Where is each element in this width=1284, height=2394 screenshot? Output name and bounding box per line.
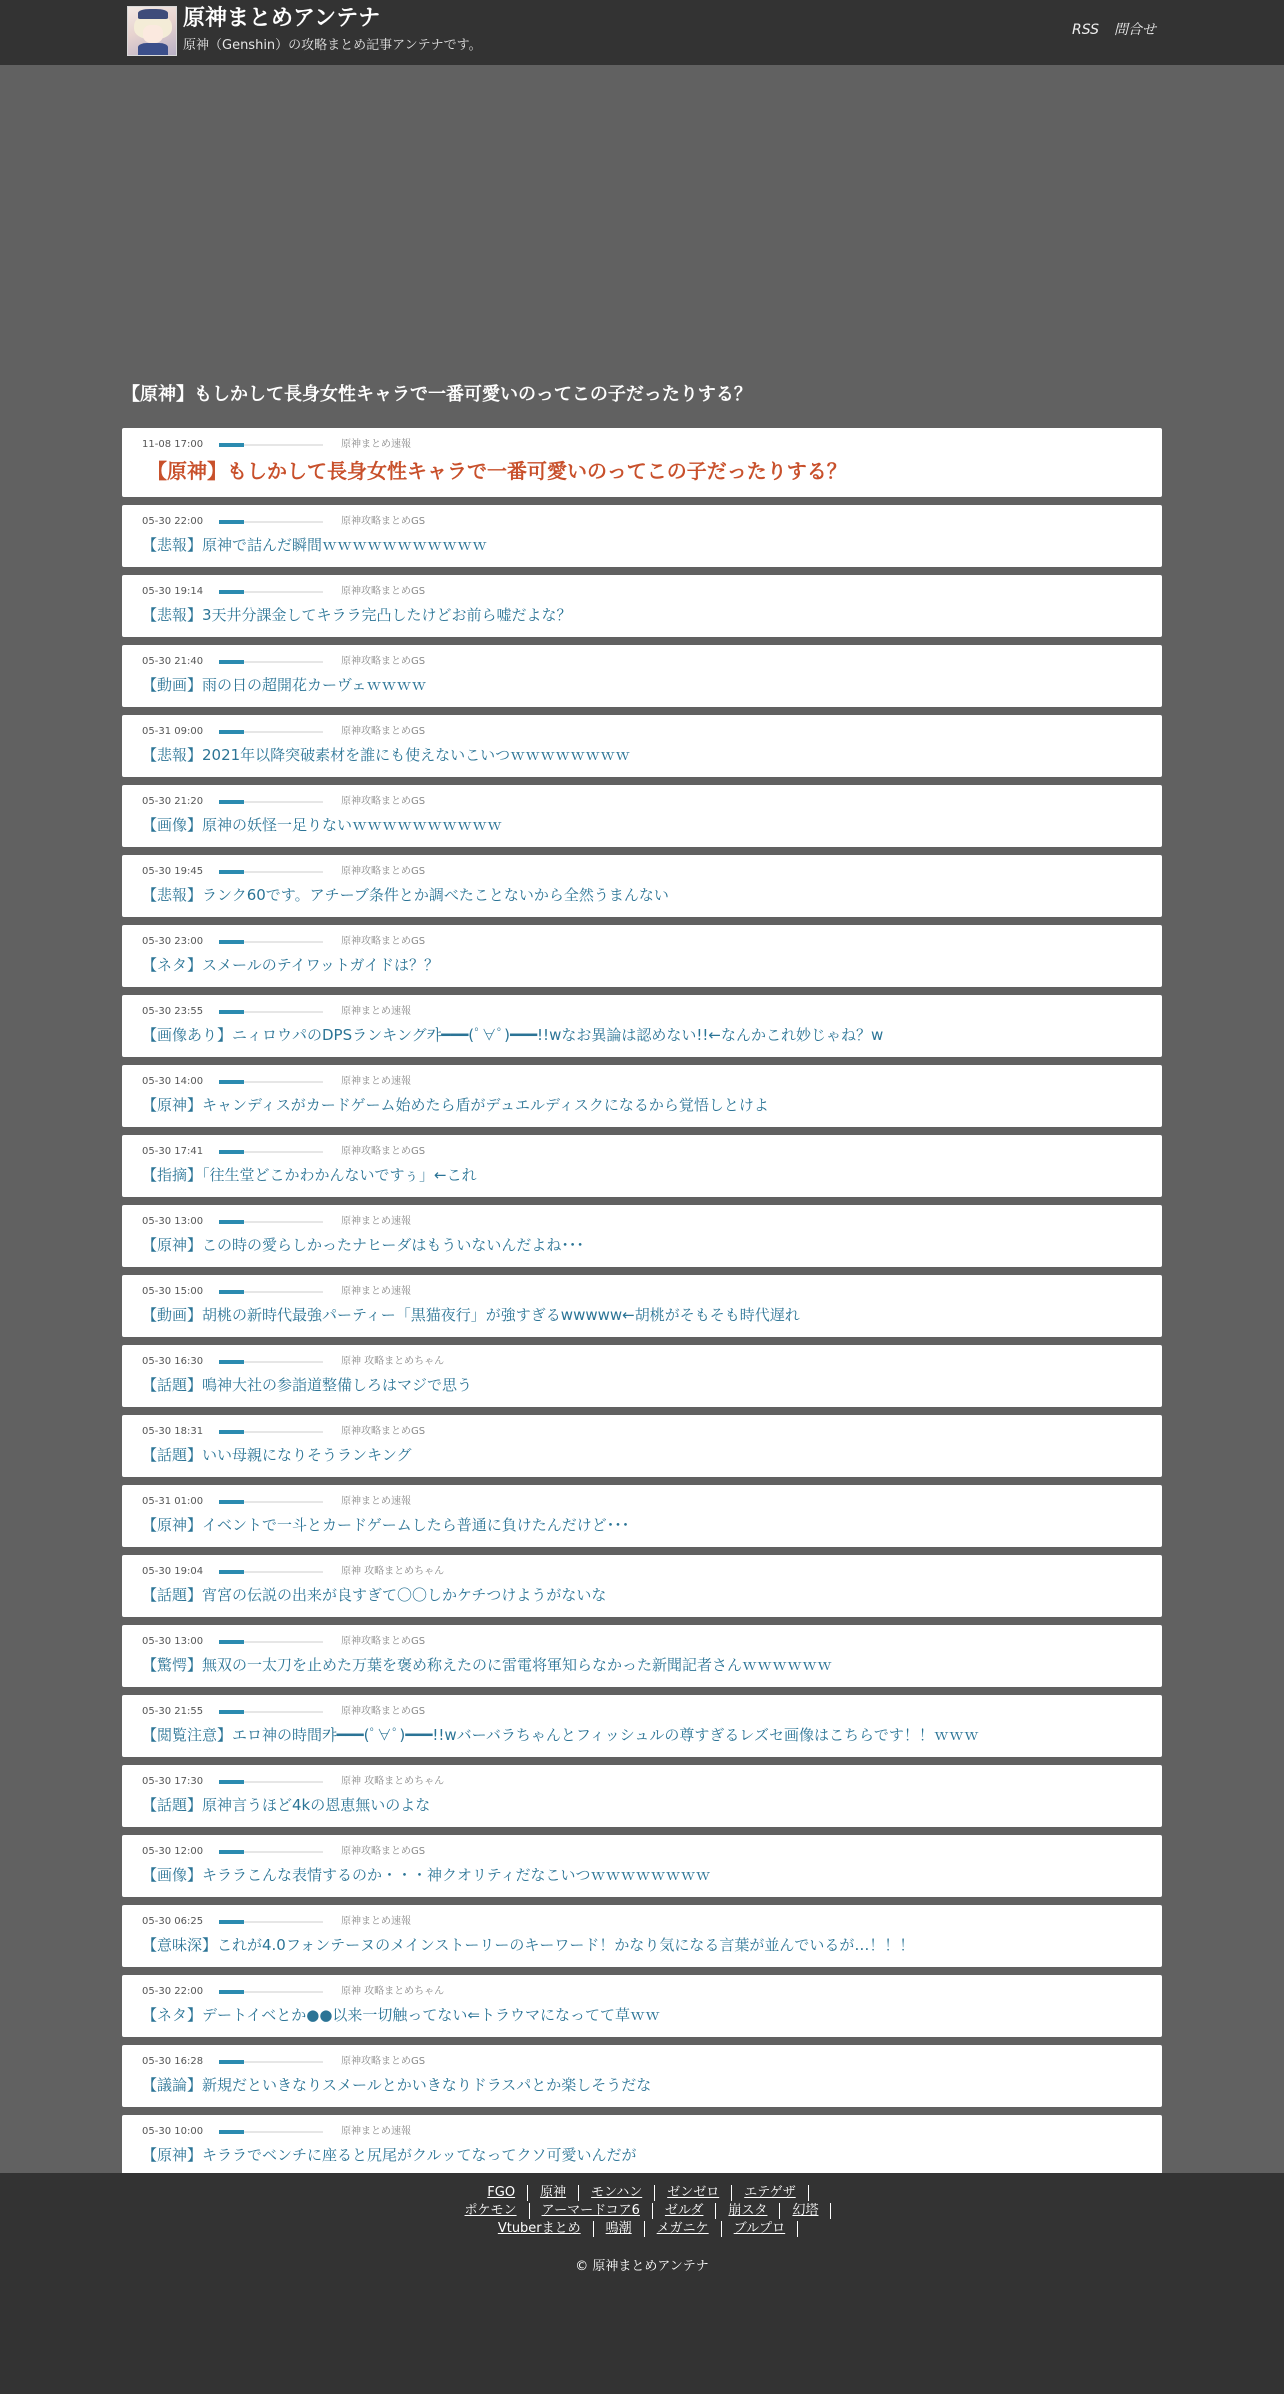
popularity-bar <box>219 1011 323 1013</box>
popularity-bar-fill <box>219 520 244 524</box>
footer-link[interactable]: ゼルダ <box>653 2203 716 2219</box>
footer-link[interactable]: メガニケ <box>645 2221 722 2237</box>
footer-link[interactable]: エテゲザ <box>732 2185 808 2201</box>
article-title-link[interactable]: 【閲覧注意】エロ神の時間캬━━━(ﾟ∀ﾟ)━━━!!wバーバラちゃんとフィッシュルの尊すぎるレズセ画像はこちらです！！ｗｗｗ <box>142 1726 979 1744</box>
popularity-bar-fill <box>219 1710 244 1714</box>
popularity-bar <box>219 1291 323 1293</box>
article-title-link[interactable]: 【動画】胡桃の新時代最強パーティー「黒猫夜行」が強すぎるwwwww←胡桃がそもそも時代遅れ <box>142 1306 800 1324</box>
article-meta <box>142 585 1042 599</box>
article-item[interactable] <box>122 1765 1162 1827</box>
article-meta <box>142 1565 1042 1579</box>
popularity-bar <box>219 1781 323 1783</box>
article-source[interactable]: 原神攻略まとめGS <box>341 586 426 597</box>
article-item[interactable] <box>122 1205 1162 1267</box>
popularity-bar <box>219 1431 323 1433</box>
popularity-bar <box>219 1081 323 1083</box>
article-title-link[interactable]: 【ネタ】スメールのテイワットガイドは？？ <box>142 956 440 974</box>
article-source[interactable]: 原神攻略まとめGS <box>341 516 426 527</box>
popularity-bar <box>219 871 323 873</box>
popularity-bar <box>219 1641 323 1643</box>
page-title: 【原神】もしかして長身女性キャラで一番可愛いのってこの子だったりする？ <box>122 384 752 405</box>
footer-link[interactable]: ブルプロ <box>722 2221 798 2237</box>
article-item[interactable] <box>122 1135 1162 1197</box>
article-title-link[interactable]: 【画像】キララこんな表情するのか・・・神クオリティだなこいつｗｗｗｗｗｗｗｗ <box>142 1866 711 1884</box>
article-meta <box>142 438 1042 452</box>
footer-link[interactable]: FGO <box>475 2185 528 2201</box>
article-item[interactable] <box>122 575 1162 637</box>
popularity-bar-fill <box>219 660 244 664</box>
article-date: 05-30 15:00 <box>142 1286 204 1297</box>
popularity-bar <box>219 1851 323 1853</box>
contact-link[interactable]: 問合せ <box>1114 22 1156 38</box>
article-source[interactable]: 原神まとめ速報 <box>341 1076 411 1087</box>
article-meta <box>142 725 1042 739</box>
popularity-bar-fill <box>219 1780 244 1784</box>
article-source[interactable]: 原神 攻略まとめちゃん <box>341 1776 445 1787</box>
article-meta <box>142 515 1042 529</box>
article-item[interactable] <box>122 1065 1162 1127</box>
footer-link[interactable]: 鳴潮 <box>594 2221 645 2237</box>
article-title-link[interactable]: 【議論】新規だといきなりスメールとかいきなりドラスパとか楽しそうだな <box>142 2076 652 2094</box>
article-item[interactable] <box>122 995 1162 1057</box>
article-title-link[interactable]: 【指摘】「往生堂どこかわかんないですぅ」←これ <box>142 1166 477 1184</box>
popularity-bar <box>219 1501 323 1503</box>
article-date: 05-30 14:00 <box>142 1076 204 1087</box>
article-source[interactable]: 原神まとめ速報 <box>341 439 411 450</box>
article-item[interactable] <box>122 785 1162 847</box>
article-date: 05-30 17:30 <box>142 1776 204 1787</box>
popularity-bar-fill <box>219 1920 244 1924</box>
popularity-bar <box>219 801 323 803</box>
article-title-link[interactable]: 【原神】キララでベンチに座ると尻尾がクルッてなってクソ可愛いんだが <box>142 2146 637 2164</box>
popularity-bar <box>219 1571 323 1573</box>
article-item[interactable] <box>122 1485 1162 1547</box>
article-item[interactable] <box>122 1835 1162 1897</box>
article-source[interactable]: 原神 攻略まとめちゃん <box>341 1986 445 1997</box>
popularity-bar-fill <box>219 1220 244 1224</box>
footer-link[interactable]: ゼンゼロ <box>655 2185 732 2201</box>
article-title-link[interactable]: 【驚愕】無双の一太刀を止めた万葉を褒め称えたのに雷電将軍知らなかった新聞記者さんｗｗｗｗｗｗ <box>142 1656 833 1674</box>
article-item[interactable] <box>122 1345 1162 1407</box>
article-title-link[interactable]: 【原神】イベントで一斗とカードゲームしたら普通に負けたんだけど･･･ <box>142 1516 630 1534</box>
article-item[interactable] <box>122 715 1162 777</box>
article-date: 05-30 23:00 <box>142 936 204 947</box>
article-source[interactable]: 原神まとめ速報 <box>341 2126 411 2137</box>
article-title-link[interactable]: 【意味深】これが4.0フォンテーヌのメインストーリーのキーワード！かなり気になる言葉が並んでいるが…！！！ <box>142 1936 915 1954</box>
popularity-bar-fill <box>219 1150 244 1154</box>
article-source[interactable]: 原神攻略まとめGS <box>341 866 426 877</box>
article-source[interactable]: 原神まとめ速報 <box>341 1006 411 1017</box>
site-logo[interactable] <box>127 6 177 56</box>
article-item[interactable] <box>122 505 1162 567</box>
footer-link[interactable]: モンハン <box>579 2185 655 2201</box>
footer-link[interactable]: 崩スタ <box>716 2203 780 2219</box>
article-meta <box>142 1425 1042 1439</box>
popularity-bar-fill <box>219 2130 244 2134</box>
article-meta <box>142 1495 1042 1509</box>
article-date: 05-30 22:00 <box>142 1986 204 1997</box>
article-item[interactable] <box>122 1625 1162 1687</box>
article-meta <box>142 1355 1042 1369</box>
footer-link-row <box>0 2203 1284 2219</box>
article-item[interactable] <box>122 645 1162 707</box>
article-title-link[interactable]: 【話題】鳴神大社の参詣道整備しろはマジで思う <box>142 1376 473 1394</box>
site-header <box>0 0 1284 65</box>
popularity-bar-fill <box>219 940 244 944</box>
article-date: 05-30 06:25 <box>142 1916 204 1927</box>
article-meta <box>142 1705 1042 1719</box>
article-title-link[interactable]: 【悲報】ランク60です。アチーブ条件とか調べたことないから全然うまんない <box>142 886 669 904</box>
article-meta <box>142 1775 1042 1789</box>
article-meta <box>142 1215 1042 1229</box>
popularity-bar-fill <box>219 1010 244 1014</box>
article-meta <box>142 935 1042 949</box>
article-title-link[interactable]: 【画像】原神の妖怪一足りないｗｗｗｗｗｗｗｗｗｗ <box>142 816 503 834</box>
article-date: 05-30 18:31 <box>142 1426 204 1437</box>
article-item[interactable] <box>122 1415 1162 1477</box>
article-source[interactable]: 原神攻略まとめGS <box>341 796 426 807</box>
popularity-bar <box>219 444 323 446</box>
article-title-link[interactable]: 【話題】いい母親になりそうランキング <box>142 1446 412 1464</box>
article-meta <box>142 1915 1042 1929</box>
popularity-bar <box>219 521 323 523</box>
article-item[interactable] <box>122 1975 1162 2037</box>
article-title-link[interactable]: 【画像あり】ニィロウパのDPSランキング캬━━━(ﾟ∀ﾟ)━━━!!wなお異論は認めない!!←なんかこれ妙じゃね？w <box>142 1026 884 1044</box>
popularity-bar-fill <box>219 443 244 447</box>
article-date: 05-30 21:20 <box>142 796 204 807</box>
article-title-link[interactable]: 【原神】キャンディスがカードゲーム始めたら盾がデュエルディスクになるから覚悟しとけよ <box>142 1096 769 1114</box>
popularity-bar-fill <box>219 1850 244 1854</box>
popularity-bar-fill <box>219 1360 244 1364</box>
article-meta <box>142 1005 1042 1019</box>
article-date: 05-31 09:00 <box>142 726 204 737</box>
article-meta <box>142 1985 1042 1999</box>
popularity-bar-fill <box>219 2060 244 2064</box>
popularity-bar <box>219 941 323 943</box>
popularity-bar <box>219 731 323 733</box>
article-item[interactable] <box>122 1695 1162 1757</box>
article-source[interactable]: 原神攻略まとめGS <box>341 1146 426 1157</box>
popularity-bar <box>219 1921 323 1923</box>
article-meta <box>142 1845 1042 1859</box>
article-date: 05-30 12:00 <box>142 1846 204 1857</box>
article-date: 05-30 16:28 <box>142 2056 204 2067</box>
featured-article[interactable] <box>122 428 1162 497</box>
logo-character-face <box>143 25 163 43</box>
site-title[interactable]: 原神まとめアンテナ <box>183 6 381 31</box>
article-item[interactable] <box>122 2115 1162 2177</box>
article-date: 05-30 23:55 <box>142 1006 204 1017</box>
article-source[interactable]: 原神攻略まとめGS <box>341 936 426 947</box>
article-item[interactable] <box>122 1275 1162 1337</box>
popularity-bar-fill <box>219 1290 244 1294</box>
article-source[interactable]: 原神攻略まとめGS <box>341 1706 426 1717</box>
article-item[interactable] <box>122 855 1162 917</box>
article-date: 11-08 17:00 <box>142 439 204 450</box>
logo-character-hat <box>138 9 168 19</box>
article-date: 05-30 17:41 <box>142 1146 204 1157</box>
article-date: 05-30 22:00 <box>142 516 204 527</box>
popularity-bar-fill <box>219 590 244 594</box>
popularity-bar <box>219 1151 323 1153</box>
footer-link[interactable]: Vtuberまとめ <box>486 2221 594 2237</box>
copyright: © 原神まとめアンテナ <box>575 2259 709 2274</box>
article-title-link[interactable]: 【原神】この時の愛らしかったナヒーダはもういないんだよね･･･ <box>142 1236 584 1254</box>
article-title-link[interactable]: 【ネタ】デートイベとか●●以来一切触ってない⇐トラウマになってて草ｗｗ <box>142 2006 660 2024</box>
article-source[interactable]: 原神まとめ速報 <box>341 1916 411 1927</box>
article-source[interactable]: 原神まとめ速報 <box>341 1496 411 1507</box>
popularity-bar <box>219 1221 323 1223</box>
article-source[interactable]: 原神 攻略まとめちゃん <box>341 1566 445 1577</box>
article-title-link[interactable]: 【悲報】原神で詰んだ瞬間ｗｗｗｗｗｗｗｗｗｗｗ <box>142 536 488 554</box>
article-meta <box>142 1075 1042 1089</box>
article-date: 05-31 01:00 <box>142 1496 204 1507</box>
popularity-bar <box>219 661 323 663</box>
article-meta <box>142 1635 1042 1649</box>
article-meta <box>142 865 1042 879</box>
article-source[interactable]: 原神まとめ速報 <box>341 1216 411 1227</box>
popularity-bar <box>219 591 323 593</box>
article-item[interactable] <box>122 2045 1162 2107</box>
article-item[interactable] <box>122 1555 1162 1617</box>
logo-character-body <box>138 43 168 56</box>
popularity-bar-fill <box>219 1430 244 1434</box>
popularity-bar-fill <box>219 800 244 804</box>
article-title-link[interactable]: 【動画】雨の日の超開花カーヴェｗｗｗｗ <box>142 676 427 694</box>
popularity-bar <box>219 2061 323 2063</box>
article-date: 05-30 13:00 <box>142 1636 204 1647</box>
popularity-bar-fill <box>219 1080 244 1084</box>
footer-link[interactable]: 原神 <box>528 2185 579 2201</box>
popularity-bar <box>219 1991 323 1993</box>
article-date: 05-30 19:04 <box>142 1566 204 1577</box>
popularity-bar-fill <box>219 1570 244 1574</box>
popularity-bar-fill <box>219 1500 244 1504</box>
site-footer <box>0 2173 1284 2394</box>
article-date: 05-30 19:45 <box>142 866 204 877</box>
site-description: 原神（Genshin）の攻略まとめ記事アンテナです。 <box>183 38 482 53</box>
article-title-link[interactable]: 【話題】原神言うほど4kの恩恵無いのよな <box>142 1796 431 1814</box>
rss-link[interactable]: RSS <box>1072 22 1100 38</box>
article-title-link[interactable]: 【悲報】2021年以降突破素材を誰にも使えないこいつｗｗｗｗｗｗｗｗ <box>142 746 631 764</box>
article-source[interactable]: 原神攻略まとめGS <box>341 1636 426 1647</box>
article-meta <box>142 795 1042 809</box>
footer-link[interactable]: アーマードコア6 <box>530 2203 653 2219</box>
article-source[interactable]: 原神攻略まとめGS <box>341 2056 426 2067</box>
article-source[interactable]: 原神攻略まとめGS <box>341 1426 426 1437</box>
popularity-bar <box>219 1361 323 1363</box>
footer-link-row <box>0 2221 1284 2237</box>
article-meta <box>142 1285 1042 1299</box>
footer-link[interactable]: 幻塔 <box>780 2203 831 2219</box>
article-meta <box>142 655 1042 669</box>
article-title-link[interactable]: 【話題】宵宮の伝説の出来が良すぎて〇〇しかケチつけようがないな <box>142 1586 607 1604</box>
popularity-bar <box>219 1711 323 1713</box>
article-date: 05-30 13:00 <box>142 1216 204 1227</box>
article-item[interactable] <box>122 1905 1162 1967</box>
article-title-link[interactable]: 【原神】もしかして長身女性キャラで一番可愛いのってこの子だったりする？ <box>147 459 847 483</box>
article-date: 05-30 10:00 <box>142 2126 204 2137</box>
article-date: 05-30 21:40 <box>142 656 204 667</box>
article-title-link[interactable]: 【悲報】3天井分課金してキララ完凸したけどお前ら嘘だよな？ <box>142 606 572 624</box>
popularity-bar-fill <box>219 1990 244 1994</box>
article-meta <box>142 1145 1042 1159</box>
article-date: 05-30 21:55 <box>142 1706 204 1717</box>
article-date: 05-30 16:30 <box>142 1356 204 1367</box>
article-list <box>122 428 1162 2185</box>
popularity-bar <box>219 2131 323 2133</box>
article-source[interactable]: 原神攻略まとめGS <box>341 726 426 737</box>
article-source[interactable]: 原神攻略まとめGS <box>341 1846 426 1857</box>
article-item[interactable] <box>122 925 1162 987</box>
popularity-bar-fill <box>219 730 244 734</box>
article-source[interactable]: 原神 攻略まとめちゃん <box>341 1356 445 1367</box>
popularity-bar-fill <box>219 870 244 874</box>
article-meta <box>142 2055 1042 2069</box>
article-source[interactable]: 原神攻略まとめGS <box>341 656 426 667</box>
footer-link[interactable]: ポケモン <box>453 2203 530 2219</box>
article-source[interactable]: 原神まとめ速報 <box>341 1286 411 1297</box>
article-date: 05-30 19:14 <box>142 586 204 597</box>
footer-link-row <box>0 2185 1284 2201</box>
popularity-bar-fill <box>219 1640 244 1644</box>
article-meta <box>142 2125 1042 2139</box>
